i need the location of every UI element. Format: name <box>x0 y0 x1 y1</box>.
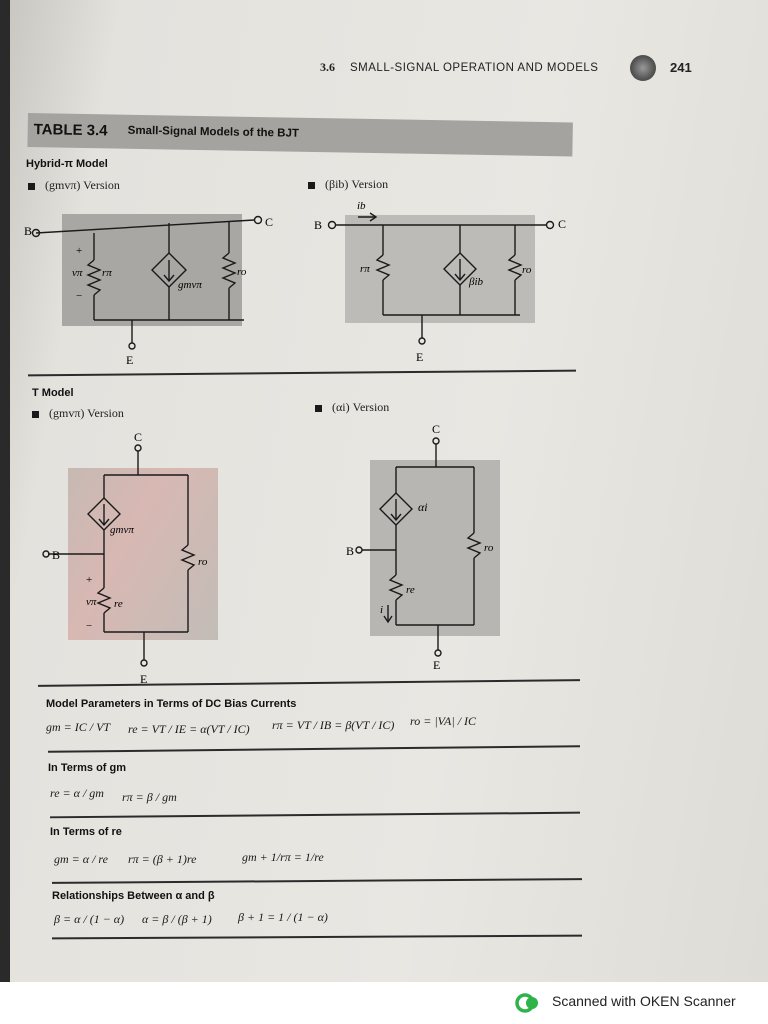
r-pi-label: rπ <box>102 267 112 279</box>
parameters-heading: Model Parameters in Terms of DC Bias Currents <box>46 698 297 710</box>
alpha-source-label: αi <box>418 500 428 514</box>
v-pi-label: vπ <box>72 267 83 279</box>
divider <box>38 679 580 686</box>
terminal-c: C <box>265 215 274 229</box>
terminal-c: C <box>134 430 143 444</box>
oken-logo-icon <box>515 991 541 1015</box>
scanned-page <box>10 0 768 982</box>
r-o-label: ro <box>237 266 247 278</box>
r-o-label: ro <box>198 556 208 568</box>
t-model-gm-circuit <box>38 430 238 680</box>
gm-source-label: gmvπ <box>178 279 202 291</box>
bullet-icon <box>315 405 322 412</box>
terminal-e: E <box>433 658 441 672</box>
eq-gm-re: gm = α / re <box>54 852 108 866</box>
t-model-heading: T Model <box>32 387 74 399</box>
r-o-label: ro <box>484 542 494 554</box>
terminal-b: B <box>314 218 323 232</box>
r-e-label: re <box>114 598 123 610</box>
hybrid-pi-heading: Hybrid-π Model <box>26 158 108 170</box>
terminal-e: E <box>416 350 424 364</box>
minus-sign: − <box>86 620 93 632</box>
eq-ro: ro = |VA| / IC <box>410 714 477 728</box>
r-e-label: re <box>406 584 415 596</box>
eq-sum-re: gm + 1/rπ = 1/re <box>242 850 324 864</box>
eq-rpi-re: rπ = (β + 1)re <box>128 852 197 866</box>
divider <box>52 935 582 939</box>
bullet-icon <box>308 182 315 189</box>
scanner-watermark-band <box>0 982 768 1024</box>
eq-re: re = VT / IE = α(VT / IC) <box>128 722 250 736</box>
page-number: 241 <box>670 60 692 75</box>
table-title: Small-Signal Models of the BJT <box>127 124 300 140</box>
terminal-b: B <box>52 548 61 562</box>
divider <box>52 878 582 883</box>
eq-rpi: rπ = VT / IB = β(VT / IC) <box>272 718 395 732</box>
r-o-label: ro <box>522 264 532 276</box>
table-title-bar <box>27 113 573 157</box>
eq-beta-plus-one: β + 1 = 1 / (1 − α) <box>238 910 328 924</box>
terminal-e: E <box>140 672 148 686</box>
scanner-watermark-text: Scanned with OKEN Scanner <box>552 993 736 1009</box>
plus-sign: + <box>76 245 83 257</box>
i-b-label: ib <box>357 200 366 212</box>
bullet-icon <box>28 183 35 190</box>
terminal-b: B <box>24 224 33 238</box>
r-pi-label: rπ <box>360 263 370 275</box>
divider <box>28 370 576 376</box>
gear-logo-icon <box>630 55 656 81</box>
bullet-icon <box>32 411 39 418</box>
eq-beta: β = α / (1 − α) <box>54 912 125 926</box>
beta-source-label: βib <box>469 276 484 288</box>
plus-sign: + <box>86 574 93 586</box>
v-pi-label: vπ <box>86 596 97 608</box>
relationships-heading: Relationships Between α and β <box>52 890 215 902</box>
in-terms-re-heading: In Terms of re <box>50 826 122 838</box>
t-model-alpha-circuit <box>340 425 540 675</box>
hybrid-pi-beta-circuit <box>310 205 580 365</box>
section-number: 3.6 <box>320 60 335 74</box>
terminal-b: B <box>346 544 355 558</box>
gm-source-label: gmvπ <box>110 524 134 536</box>
terminal-c: C <box>558 217 567 231</box>
table-label: TABLE 3.4 <box>33 121 108 140</box>
divider <box>48 745 580 752</box>
section-title: SMALL-SIGNAL OPERATION AND MODELS <box>350 62 599 74</box>
hybrid-pi-gm-circuit <box>24 205 304 370</box>
minus-sign: − <box>76 290 83 302</box>
hybrid-left-version: (gmvπ) Version <box>28 178 120 193</box>
terminal-e: E <box>126 353 134 367</box>
hybrid-right-version: (βib) Version <box>308 177 388 192</box>
eq-rpi-gm: rπ = β / gm <box>122 790 177 804</box>
eq-re-gm: re = α / gm <box>50 786 104 800</box>
eq-alpha: α = β / (β + 1) <box>142 912 212 926</box>
divider <box>50 812 580 818</box>
terminal-c: C <box>432 422 441 436</box>
t-left-version: (gmvπ) Version <box>32 406 124 421</box>
t-right-version: (αi) Version <box>315 400 389 415</box>
i-label: i <box>380 604 384 616</box>
in-terms-gm-heading: In Terms of gm <box>48 762 127 774</box>
eq-gm: gm = IC / VT <box>46 720 111 734</box>
